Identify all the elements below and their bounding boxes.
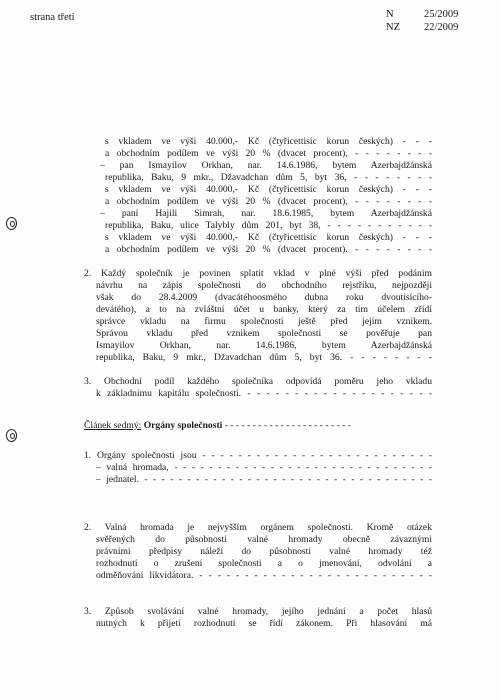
- text-line: republika, Baku, 9 mkr., Džavadchan dům 5, byt 36, - - - - - - - -: [105, 172, 432, 183]
- text-line: s vkladem ve výši 40.000,- Kč (čtyřicettisíc korun českých) - - -: [105, 184, 432, 195]
- page-number-label: strana třetí: [30, 12, 75, 23]
- text-line: – paní Hajili Simrah, nar. 18.6.1985, bytem Azerbajdžánská: [100, 208, 432, 219]
- text-line: 1. Orgány společnosti jsou - - - - - - - - - - - - - - - - - - - - - - - - - -: [84, 450, 432, 461]
- text-line: a obchodním podílem ve výši 20 % (dvacet procent), - - - - - - - -: [105, 196, 432, 207]
- text-line: devátého), a to na zvláštní účet u banky, který za tím účelem zřídí: [96, 304, 432, 315]
- ref-n-value: 25/2009: [424, 9, 459, 20]
- text-line: nutných k přijetí rozhodnutí se řídí zákonem. Při hlasování má: [96, 618, 432, 629]
- article-title: Orgány společnosti: [143, 420, 223, 431]
- text-line: správce vkladu na firmu společnosti ještě před jejím vznikem.: [96, 316, 432, 327]
- ref-n-label: N: [386, 9, 394, 20]
- reference-numbers: [386, 8, 458, 34]
- text-line: – valná hromada, - - - - - - - - - - - - - - - - - - - - - - - - - - - - - -: [96, 462, 432, 473]
- text-line: 2. Každý společník je povinen splatit vklad v plné výši před podáním: [84, 268, 432, 279]
- text-line: republika, Baku, ulice Talybly dům 201, byt 38, - - - - - - - - - - -: [105, 220, 432, 231]
- article-number: Článek sedmý:: [84, 420, 142, 431]
- ref-nz: [386, 21, 458, 34]
- ref-nz-value: 22/2009: [424, 22, 459, 33]
- text-line: s vkladem ve výši 40.000,- Kč (čtyřicettisíc korun českých) - - -: [105, 232, 432, 243]
- text-line: Ismayilov Orkhan, nar. 14.6.1986, bytem Azerbajdžánská: [96, 340, 432, 351]
- ref-n: [386, 8, 458, 21]
- text-line: odměňování likvidátora. - - - - - - - - - - - - - - - - - - - - - - - - - -: [96, 570, 432, 581]
- text-line: – jednatel. - - - - - - - - - - - - - - - - - - - - - - - - - - - - - - - - - -: [96, 474, 432, 485]
- text-line: Správou vkladu před vznikem společnosti se pověřuje pan: [96, 328, 432, 339]
- text-line: právními předpisy náleží do působnosti valné hromady též: [96, 546, 432, 557]
- text-line: svěřených do působnosti valné hromady obecně závaznými: [96, 534, 432, 545]
- text-line: a obchodním podílem ve výši 20 % (dvacet procent), - - - - - - - -: [105, 148, 432, 159]
- text-line: k základnímu kapitálu společnosti. - - - - - - - - - - - - - - - - - - - -: [96, 388, 432, 399]
- punch-hole-icon: [6, 429, 17, 442]
- text-line: rozhodnutí o zrušení společnosti a o jmenování, odvolání a: [96, 558, 432, 569]
- text-line: 3. Obchodní podíl každého společníka odpovídá poměru jeho vkladu: [84, 376, 432, 387]
- text-line: republika, Baku, 9 mkr., Džavadchan dům 5, byt 36. - - - - - - - -: [96, 352, 432, 363]
- text-line: návrhu na zápis společnosti do obchodního rejstříku, nejpozději: [96, 280, 432, 291]
- article-heading: [84, 420, 444, 432]
- text-line: 2. Valná hromada je nejvyšším orgánem společnosti. Kromě otázek: [84, 522, 432, 533]
- text-line: 3. Způsob svolávání valné hromady, jejího jednání a počet hlasů: [84, 606, 432, 617]
- text-line: s vkladem ve výši 40.000,- Kč (čtyřicettisíc korun českých) - - -: [105, 136, 432, 147]
- article-dashes: - - - - - - - - - - - - - - - - - - - - - - -: [222, 420, 351, 431]
- ref-nz-label: NZ: [386, 22, 400, 33]
- text-line: však do 28.4.2009 (dvacátéhoosmého dubna roku dvoutisícího-: [96, 292, 432, 303]
- punch-hole-icon: [6, 217, 17, 230]
- text-line: a obchodním podílem ve výši 20 % (dvacet procent). - - - - - - - -: [105, 244, 432, 255]
- text-line: – pan Ismayilov Orkhan, nar. 14.6.1986, bytem Azerbajdžánská: [100, 160, 432, 171]
